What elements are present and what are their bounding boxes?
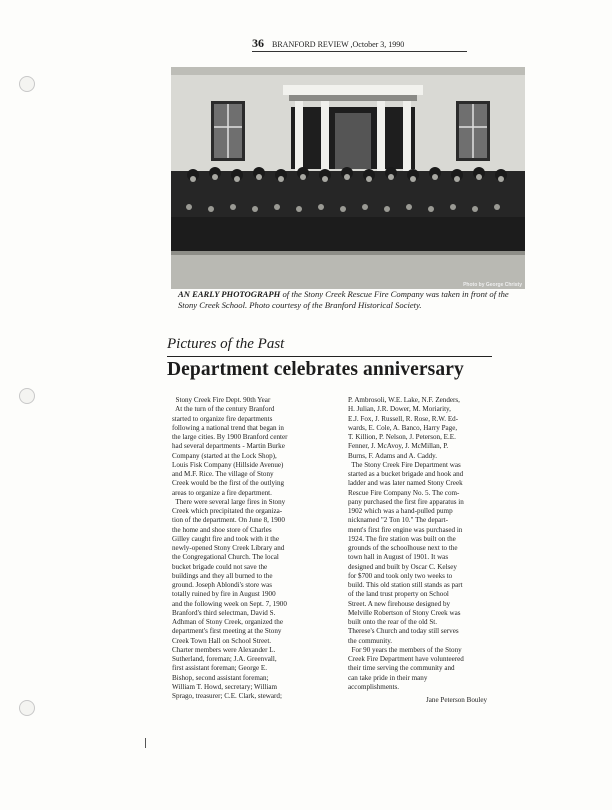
article-line: pany purchased the first fire apparatus in bbox=[348, 497, 464, 506]
article-line: Creek would be the first of the outlying bbox=[172, 479, 285, 488]
article-line: nicknamed "2 Ton 10." The depart- bbox=[348, 516, 448, 525]
article-line: Charter members were Alexander L. bbox=[172, 645, 276, 654]
article-line: Therese's Church and today still serves bbox=[348, 627, 459, 636]
article-line: Adhman of Stony Creek, organized the bbox=[172, 618, 283, 626]
photo-caption bbox=[178, 289, 518, 311]
caption-lead: AN EARLY PHOTOGRAPH bbox=[178, 289, 281, 299]
binder-hole-top bbox=[19, 76, 35, 92]
article-line: following a national trend that began in bbox=[172, 423, 284, 432]
article-line: their time serving the community and bbox=[348, 664, 455, 673]
article-line: areas to organize a fire department. bbox=[172, 488, 272, 497]
article-line: the large cities. By 1900 Branford center bbox=[172, 433, 288, 441]
article-line: Creek which precipitated the organiza- bbox=[172, 507, 283, 515]
article-line: buildings and they all burned to the bbox=[172, 571, 273, 580]
kicker-rule bbox=[167, 356, 492, 357]
article-line: H. Julian, J.R. Dower, M. Moriarity, bbox=[348, 405, 451, 414]
historic-photo bbox=[171, 67, 525, 289]
article-line: E.J. Fox, J. Russell, R. Rose, R.W. Ed- bbox=[348, 414, 459, 423]
article-line: had several departments - Martin Burke bbox=[172, 442, 285, 451]
article-line: and the following week on Sept. 7, 1900 bbox=[172, 599, 287, 608]
article-line: T. Killion, P. Nelson, J. Peterson, E.E. bbox=[348, 433, 456, 441]
masthead-rule bbox=[252, 51, 467, 52]
article-line: Burns, F. Adams and A. Caddy. bbox=[348, 451, 438, 460]
article-line: 1902 which was a hand-pulled pump bbox=[348, 507, 453, 515]
article-line: ment's first fire engine was purchased in bbox=[348, 525, 463, 534]
binder-hole-middle bbox=[19, 388, 35, 404]
article-line: Rescue Fire Company No. 5. The com- bbox=[348, 488, 460, 497]
article-line: William T. Howd, secretary; William bbox=[172, 682, 278, 691]
article-line: totally ruined by fire in August 1900 bbox=[172, 590, 276, 599]
article-line: started to organize fire departments bbox=[172, 414, 273, 423]
article-line: the home and shoe store of Charles bbox=[172, 525, 272, 534]
article-line: There were several large fires in Stony bbox=[172, 497, 286, 506]
article-line: department's first meeting at the Stony bbox=[172, 627, 282, 636]
column-edge-mark bbox=[145, 738, 146, 748]
article-line: accomplishments. bbox=[348, 682, 400, 691]
article-line: P. Ambrosoli, W.E. Lake, N.F. Zenders, bbox=[348, 396, 460, 404]
article-line: Street. A new firehouse designed by bbox=[348, 599, 451, 608]
article-line: ladder and was later named Stony Creek bbox=[348, 479, 463, 488]
photo-illustration bbox=[171, 67, 525, 289]
caption-text: of the Stony Creek Rescue Fire Company was taken in front of the Stony Creek School. Photo courtesy of the Branford Historical Society. bbox=[178, 289, 509, 310]
article-line: Branford's third selectman, David S. bbox=[172, 608, 276, 617]
article-line: 1924. The fire station was built on the bbox=[348, 534, 456, 543]
article-line: At the turn of the century Branford bbox=[172, 405, 275, 414]
article-column-1 bbox=[172, 396, 288, 701]
article-line: Fenner, J. McAvoy, J. McMillan, P. bbox=[348, 442, 449, 451]
article-line: bucket brigade could not save the bbox=[172, 562, 268, 571]
article-line: and M.F. Rice. The village of Stony bbox=[172, 470, 274, 478]
article-line: newly-opened Stony Creek Library and bbox=[172, 544, 285, 552]
article-line: the Congregational Church. The local bbox=[172, 553, 279, 562]
article-line: grounds of the schoolhouse next to the bbox=[348, 544, 458, 552]
article-line: Creek Fire Department have volunteered bbox=[348, 655, 464, 663]
page-number: 36 bbox=[252, 36, 264, 50]
publication-date: ,October 3, 1990 bbox=[350, 40, 405, 49]
article-line: Melville Robertson of Stony Creek was bbox=[348, 608, 461, 617]
article-line: of the land trust property on School bbox=[348, 590, 449, 599]
article-line: Gilley caught fire and took with it the bbox=[172, 534, 279, 543]
article-line: Sutherland, foreman; J.A. Greenvall, bbox=[172, 655, 277, 663]
publication-name: BRANFORD REVIEW bbox=[272, 40, 349, 49]
photo-credit: Photo by George Christy bbox=[463, 282, 522, 288]
article-line: first assistant foreman; George E. bbox=[172, 664, 268, 673]
article-line: Company (started at the Lock Shop), bbox=[172, 451, 277, 460]
article-line: designed and built by Oscar C. Kelsey bbox=[348, 562, 457, 571]
article-headline: Department celebrates anniversary bbox=[167, 359, 464, 380]
article-line: built onto the rear of the old St. bbox=[348, 618, 438, 626]
article-line: For 90 years the members of the Stony bbox=[348, 645, 462, 654]
article-line: can take pride in their many bbox=[348, 673, 428, 682]
masthead bbox=[252, 36, 467, 52]
article-line: Stony Creek Fire Dept. 90th Year bbox=[172, 396, 271, 404]
article-line: The Stony Creek Fire Department was bbox=[348, 460, 461, 469]
article-column-2 bbox=[348, 396, 487, 705]
article-line: Bishop, second assistant foreman; bbox=[172, 673, 269, 682]
article-line: started as a bucket brigade and hook and bbox=[348, 470, 464, 478]
article-line: Creek Town Hall on School Street. bbox=[172, 636, 272, 645]
article-line: Louis Fisk Company (Hillside Avenue) bbox=[172, 460, 284, 469]
article-line: tion of the department. On June 8, 1900 bbox=[172, 516, 285, 525]
article-line: the community. bbox=[348, 636, 393, 645]
section-kicker: Pictures of the Past bbox=[167, 336, 285, 352]
binder-hole-bottom bbox=[19, 700, 35, 716]
article-line: town hall in August of 1901. It was bbox=[348, 553, 449, 562]
article-line: ground. Joseph Ablondi's store was bbox=[172, 581, 272, 589]
article-line: build. This old station still stands as part bbox=[348, 581, 463, 589]
article-line: for $700 and took only two weeks to bbox=[348, 571, 453, 580]
byline: Jane Peterson Bouley bbox=[426, 696, 488, 704]
article-line: Sprago, treasurer; C.E. Clark, steward; bbox=[172, 692, 282, 700]
article-line: wards, E. Cole, A. Banco, Harry Page, bbox=[348, 423, 458, 432]
